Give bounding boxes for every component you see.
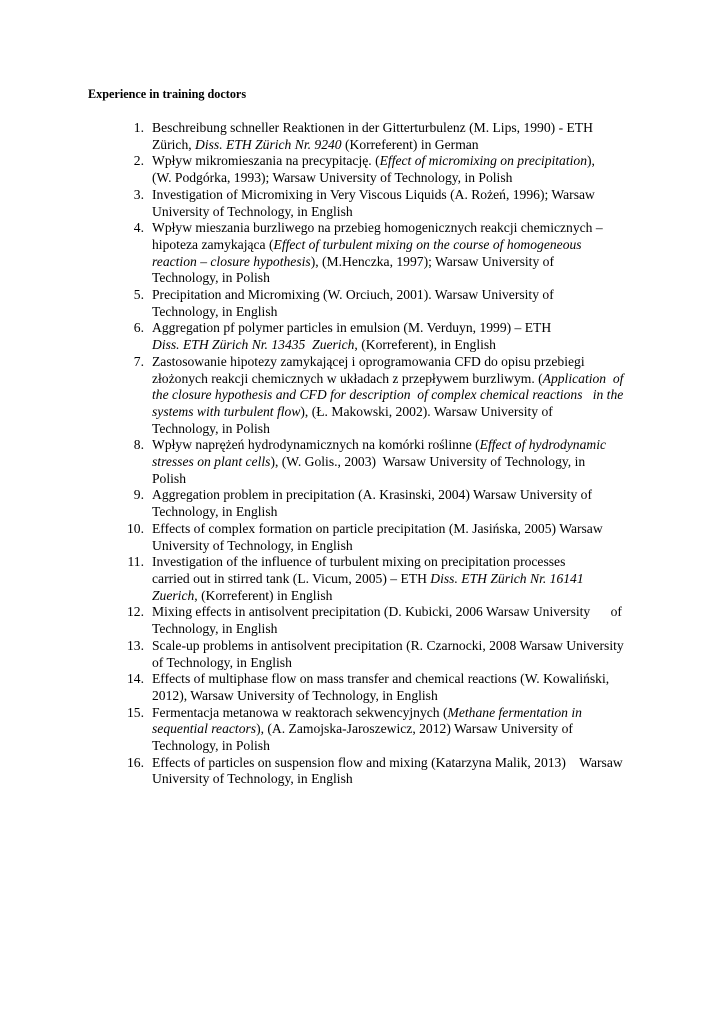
text-run: Wpływ naprężeń hydrodynamicznych na komórki roślinne (	[152, 437, 480, 453]
italic-text: Methane fermentation in	[447, 704, 582, 720]
text-run: , (Korreferent) in English	[194, 587, 333, 603]
list-item	[0, 287, 725, 320]
list-item	[0, 487, 725, 520]
list-item-line	[0, 254, 725, 271]
list-item-line	[0, 504, 725, 521]
list-item-number: 13.	[127, 637, 144, 653]
list-item-line	[0, 354, 725, 371]
list-item-line	[0, 688, 725, 705]
list-item-line	[0, 120, 725, 137]
list-item-number: 8.	[133, 437, 144, 453]
text-run: Investigation of Micromixing in Very Viscous Liquids (A. Rożeń, 1996); Warsaw	[152, 186, 595, 202]
list-item	[0, 554, 725, 604]
italic-text: Diss. ETH Zürich Nr. 13435 Zuerich	[152, 337, 355, 353]
list-item-line	[0, 170, 725, 187]
list-item-line	[0, 738, 725, 755]
text-run: Zürich,	[152, 136, 196, 152]
text-run: Effects of complex formation on particle precipitation (M. Jasińska, 2005) Warsaw	[152, 520, 603, 536]
list-item-line	[0, 153, 725, 170]
text-run: Wpływ mikromieszania na precypitację. (	[152, 153, 380, 169]
list-item-line	[0, 571, 725, 588]
list-item-line	[0, 371, 725, 388]
text-run: carried out in stirred tank (L. Vicum, 2005) – ETH	[152, 570, 431, 586]
list-item-line	[0, 387, 725, 404]
text-run: (Korreferent) in German	[341, 136, 479, 152]
list-item-number: 14.	[127, 671, 144, 687]
list-item	[0, 220, 725, 287]
text-run: Technology, in Polish	[152, 420, 270, 436]
list-item-line	[0, 304, 725, 321]
list-item-number: 6.	[133, 320, 144, 336]
list-item-line	[0, 471, 725, 488]
text-run: Scale-up problems in antisolvent precipitation (R. Czarnocki, 2008 Warsaw University	[152, 637, 624, 653]
list-item	[0, 320, 725, 353]
list-item-number: 2.	[133, 153, 144, 169]
list-item-number: 3.	[133, 186, 144, 202]
text-run: University of Technology, in English	[152, 771, 353, 787]
list-item-line	[0, 638, 725, 655]
text-run: Zastosowanie hipotezy zamykającej i oprogramowania CFD do opisu przebiegi	[152, 353, 585, 369]
text-run: Technology, in English	[152, 303, 278, 319]
text-run: Effects of particles on suspension flow and mixing (Katarzyna Malik, 2013) Warsaw	[152, 754, 623, 770]
italic-text: Diss. ETH Zürich Nr. 9240	[195, 136, 342, 152]
list-item-line	[0, 404, 725, 421]
italic-text: stresses on plant cells	[152, 454, 271, 470]
italic-text: Application of	[542, 370, 624, 386]
list-item-line	[0, 187, 725, 204]
list-item-line	[0, 538, 725, 555]
list-item-line	[0, 621, 725, 638]
list-item	[0, 120, 725, 153]
list-item-line	[0, 755, 725, 772]
text-run: of Technology, in English	[152, 654, 292, 670]
list-item-line	[0, 137, 725, 154]
italic-text: the closure hypothesis and CFD for description of complex chemical reactions in the	[152, 387, 624, 403]
list-item-line	[0, 705, 725, 722]
list-item-line	[0, 521, 725, 538]
italic-text: Effect of micromixing on precipitation	[379, 153, 587, 169]
list-item-line	[0, 287, 725, 304]
text-run: Precipitation and Micromixing (W. Orciuch, 2001). Warsaw University of	[152, 287, 554, 303]
italic-text: reaction – closure hypothesis	[152, 253, 311, 269]
text-run: Technology, in English	[152, 504, 278, 520]
list-item-number: 4.	[133, 220, 144, 236]
text-run: hipoteza zamykająca (	[152, 236, 274, 252]
list-item	[0, 638, 725, 671]
text-run: Polish	[152, 470, 186, 486]
list-item-line	[0, 771, 725, 788]
text-run: Technology, in Polish	[152, 270, 270, 286]
text-run: złożonych reakcji chemicznych w układach z przepływem burzliwym. (	[152, 370, 543, 386]
text-run: Wpływ mieszania burzliwego na przebieg homogenicznych reakcji chemicznych –	[152, 220, 603, 236]
section-heading: Experience in training doctors	[88, 87, 247, 101]
text-run: University of Technology, in English	[152, 203, 353, 219]
list-item-line	[0, 554, 725, 571]
text-run: ), (W. Golis., 2003) Warsaw University of Technology, in	[270, 454, 586, 470]
text-run: 2012), Warsaw University of Technology, in English	[152, 687, 438, 703]
italic-text: Effect of hydrodynamic	[479, 437, 607, 453]
list-item	[0, 437, 725, 487]
list-item	[0, 671, 725, 704]
list-item	[0, 521, 725, 554]
text-run: Aggregation problem in precipitation (A. Krasinski, 2004) Warsaw University of	[152, 487, 592, 503]
list-item-number: 10.	[127, 520, 144, 536]
italic-text: Effect of turbulent mixing on the course of homogeneous	[273, 236, 582, 252]
list-item-number: 16.	[127, 754, 144, 770]
list-item	[0, 604, 725, 637]
list-item-line	[0, 270, 725, 287]
list-item	[0, 354, 725, 438]
text-run: Technology, in Polish	[152, 738, 270, 754]
text-run: Technology, in English	[152, 621, 278, 637]
list-item-line	[0, 487, 725, 504]
list-item	[0, 187, 725, 220]
text-run: Effects of multiphase flow on mass transfer and chemical reactions (W. Kowaliński,	[152, 671, 610, 687]
italic-text: Zuerich	[152, 587, 195, 603]
list-item-line	[0, 204, 725, 221]
list-item-line	[0, 588, 725, 605]
italic-text: Diss. ETH Zürich Nr. 16141	[430, 570, 584, 586]
list-item-line	[0, 454, 725, 471]
list-item	[0, 153, 725, 186]
supervision-list	[0, 120, 725, 788]
list-item-number: 7.	[133, 353, 144, 369]
list-item-line	[0, 604, 725, 621]
list-item-line	[0, 437, 725, 454]
list-item-line	[0, 320, 725, 337]
list-item-number: 1.	[133, 120, 144, 135]
list-item-number: 12.	[127, 604, 144, 620]
text-run: Investigation of the influence of turbulent mixing on precipitation processes	[152, 554, 566, 570]
text-run: Aggregation pf polymer particles in emulsion (M. Verduyn, 1999) – ETH	[152, 320, 552, 336]
text-run: ),	[587, 153, 595, 169]
text-run: Beschreibung schneller Reaktionen in der Gitterturbulenz (M. Lips, 1990) - ETH	[152, 120, 593, 135]
list-item-line	[0, 655, 725, 672]
list-item-number: 11.	[127, 554, 144, 570]
list-item-number: 15.	[127, 704, 144, 720]
list-item-line	[0, 421, 725, 438]
text-run: Mixing effects in antisolvent precipitation (D. Kubicki, 2006 Warsaw University of	[152, 604, 622, 620]
text-run: University of Technology, in English	[152, 537, 353, 553]
text-run: Fermentacja metanowa w reaktorach sekwencyjnych (	[152, 704, 448, 720]
list-item	[0, 705, 725, 755]
text-run: ), (M.Henczka, 1997); Warsaw University of	[310, 253, 554, 269]
list-item-line	[0, 237, 725, 254]
list-item-line	[0, 220, 725, 237]
list-item-number: 5.	[133, 287, 144, 303]
list-item-line	[0, 337, 725, 354]
list-item-number: 9.	[133, 487, 144, 503]
italic-text: systems with turbulent flow	[152, 403, 301, 419]
text-run: , (Korreferent), in English	[354, 337, 496, 353]
text-run: (W. Podgórka, 1993); Warsaw University of Technology, in Polish	[152, 170, 513, 186]
list-item-line	[0, 721, 725, 738]
text-run: ), (A. Zamojska-Jaroszewicz, 2012) Warsaw University of	[256, 721, 573, 737]
list-item-line	[0, 671, 725, 688]
text-run: ), (Ł. Makowski, 2002). Warsaw University of	[300, 403, 553, 419]
italic-text: sequential reactors	[152, 721, 257, 737]
list-item	[0, 755, 725, 788]
